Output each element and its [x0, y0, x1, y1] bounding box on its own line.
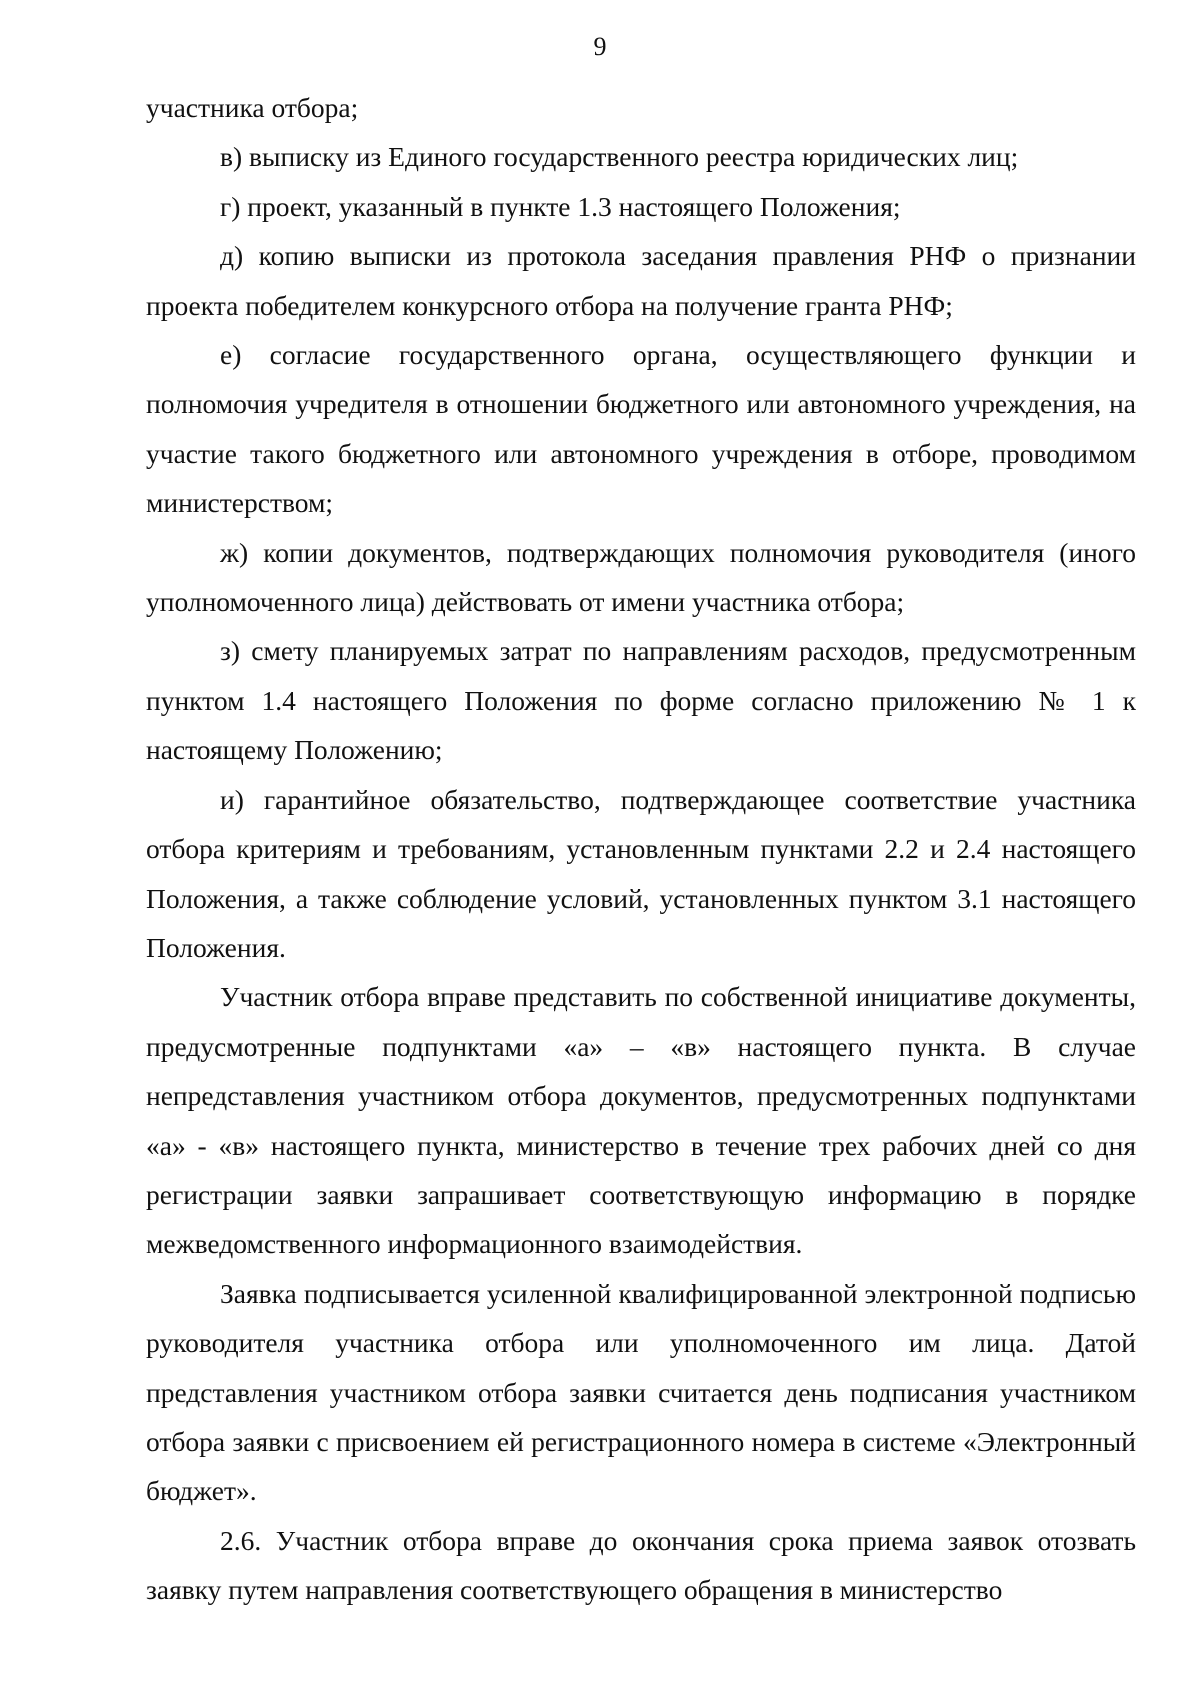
list-item-e: е) согласие государственного органа, осуществляющего функции и полномочия учредителя в отношении бюджетного или автономного учреждения, на участие такого бюджетного или автономного учреждения в отборе, проводимом министерством; [146, 339, 1136, 519]
list-item-d: д) копию выписки из протокола заседания правления РНФ о признании проекта победителем конкурсного отбора на получение гранта РНФ; [146, 240, 1136, 321]
list-item-z: з) смету планируемых затрат по направлениям расходов, предусмотренным пунктом 1.4 настоящего Положения по форме согласно приложению № 1 к настоящему Положению; [146, 635, 1136, 766]
document-body [146, 83, 1136, 1615]
list-item-zh: ж) копии документов, подтверждающих полномочия руководителя (иного уполномоченного лица) действовать от имени участника отбора; [146, 536, 1136, 618]
list-item-v: в) выписку из Единого государственного реестра юридических лиц; [220, 141, 1019, 173]
paragraph-continuation: участника отбора; [146, 92, 359, 123]
list-item-i: и) гарантийное обязательство, подтверждающее соответствие участника отбора критериям и требованиям, установленным пунктами 2.2 и 2.4 настоящего Положения, а также соблюдение условий, установленных пунктом 3.1 настоящего Положения. [146, 783, 1136, 963]
paragraph-signature: Заявка подписывается усиленной квалифицированной электронной подписью руководителя участника отбора или уполномоченного им лица. Датой представления участником отбора заявки считается день подписания участником отбора заявки с присвоением ей регистрационного номера в системе «Электронный бюджет». [146, 1277, 1136, 1507]
page-number: 9 [593, 32, 607, 61]
paragraph-participant-right: Участник отбора вправе представить по собственной инициативе документы, предусмотренные подпунктами «а» – «в» настоящего пункта. В случае непредставления участником отбора документов, предусмотренных подпунктами «а» - «в» настоящего пункта, министерство в течение трех рабочих дней со дня регистрации заявки запрашивает соответствующую информацию в порядке межведомственного информационного взаимодействия. [146, 981, 1136, 1260]
list-item-g: г) проект, указанный в пункте 1.3 настоящего Положения; [220, 190, 901, 222]
paragraph-2-6: 2.6. Участник отбора вправе до окончания срока приема заявок отозвать заявку путем направления соответствующего обращения в министерство [146, 1524, 1136, 1606]
